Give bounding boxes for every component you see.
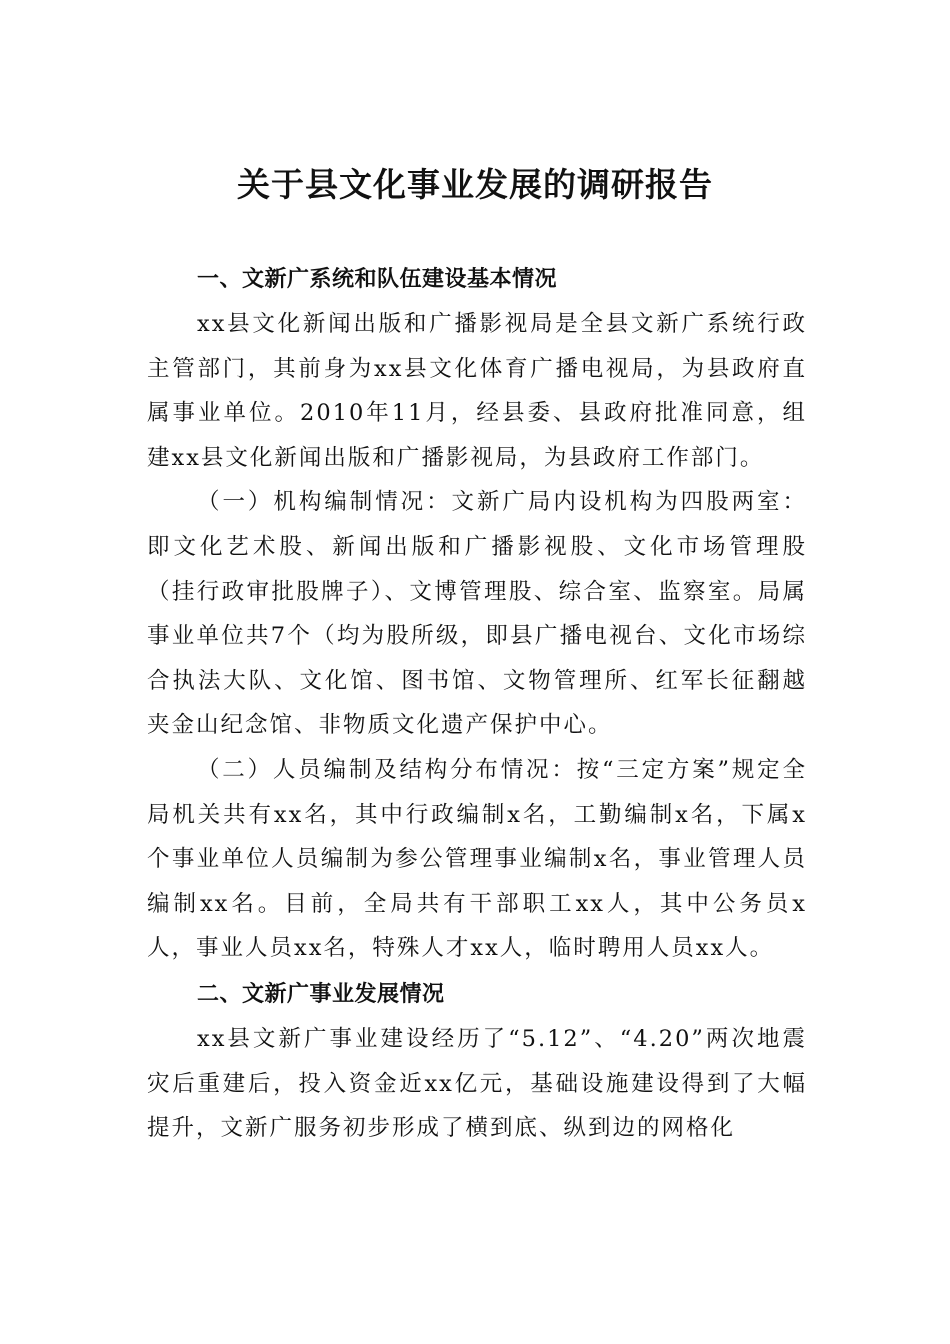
section-1-paragraph-2: （一）机构编制情况：文新广局内设机构为四股两室：即文化艺术股、新闻出版和广播影视股、文化市场管理股（挂行政审批股牌子）、文博管理股、综合室、监察室。局属事业单位共7个（均为股所级，即县广播电视台、文化市场综合执法大队、文化馆、图书馆、文物管理所、红军长征翻越夹金山纪念馆、非物质文化遗产保护中心。 (147, 489, 807, 739)
section-1-paragraph-1: xx县文化新闻出版和广播影视局是全县文新广系统行政主管部门，其前身为xx县文化体育广播电视局，为县政府直属事业单位。2010年11月，经县委、县政府批准同意，组建xx县文化新闻出版和广播影视局，为县政府工作部门。 (147, 311, 807, 471)
document-title: 关于县文化事业发展的调研报告 (237, 165, 713, 204)
section-1-paragraph-3: （二）人员编制及结构分布情况：按“三定方案”规定全局机关共有xx名，其中行政编制x名，工勤编制x名，下属x个事业单位人员编制为参公管理事业编制x名，事业管理人员编制xx名。目前，全局共有干部职工xx人，其中公务员x人，事业人员xx名，特殊人才xx人，临时聘用人员xx人。 (147, 756, 807, 962)
section-2-heading: 二、文新广事业发展情况 (197, 981, 445, 1007)
document-body (147, 258, 807, 1151)
section-2-paragraph-1: xx县文新广事业建设经历了“5.12”、“4.20”两次地震灾后重建后，投入资金近xx亿元，基础设施建设得到了大幅提升，文新广服务初步形成了横到底、纵到边的网格化 (147, 1025, 807, 1142)
section-1-heading: 一、文新广系统和队伍建设基本情况 (197, 267, 558, 292)
